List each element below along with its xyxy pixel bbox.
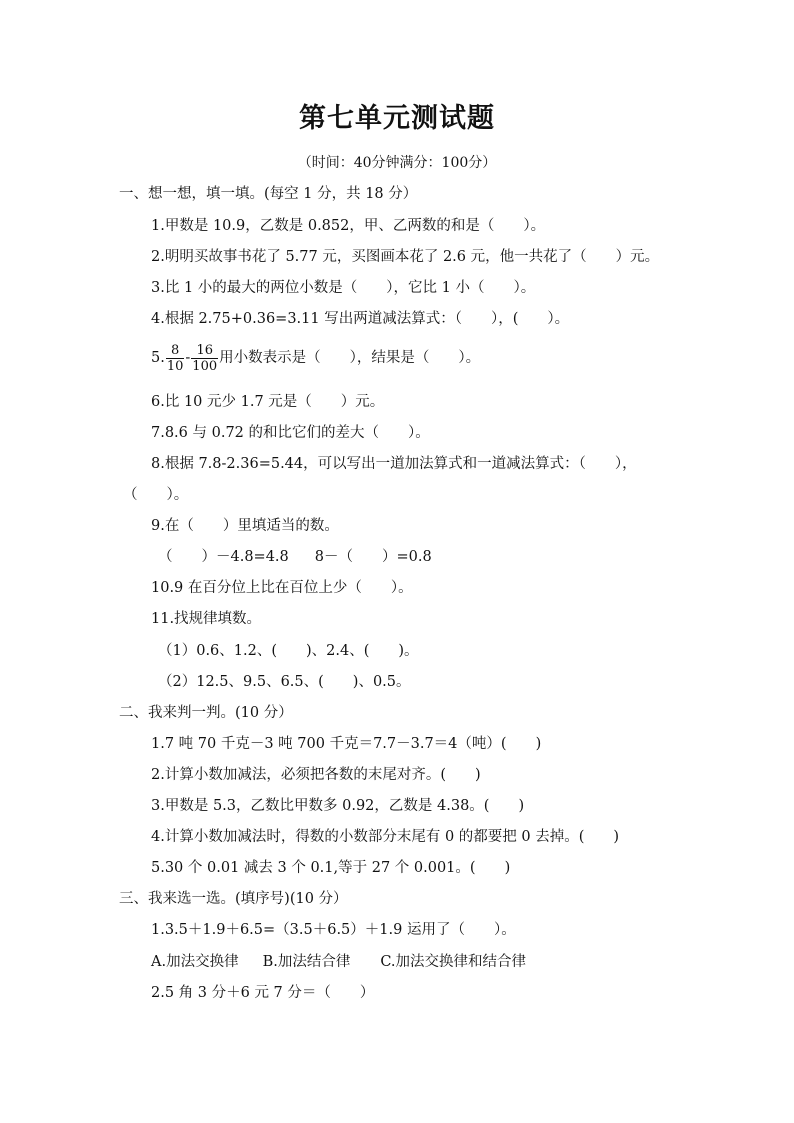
s1-question-9-items: [158, 547, 432, 567]
s3-question-1: 1.3.5＋1.9＋6.5=（3.5＋6.5）＋1.9 运用了（ ）。: [151, 922, 516, 938]
s1-question-9: 9.在（ ）里填适当的数。: [151, 518, 339, 534]
page-title: 第七单元测试题: [299, 103, 495, 134]
s2-question-1: 1.7 吨 70 千克－3 吨 700 千克＝7.7－3.7＝4（吨）( ): [151, 736, 542, 752]
q5-fraction-2: [191, 343, 218, 374]
s1-question-11-part2: （2）12.5、9.5、6.5、( )、0.5。: [158, 674, 411, 690]
s1-question-10: 10.9 在百分位上比在百位上少（ ）。: [151, 580, 413, 596]
option-b: B.加法结合律: [262, 954, 351, 970]
s1-question-8-line1: 8.根据 7.8-2.36=5.44，可以写出一道加法算式和一道减法算式：（ ），: [151, 456, 637, 472]
q5-prefix: 5.: [151, 350, 165, 366]
q5-minus: -: [185, 350, 191, 366]
option-c: C.加法交换律和结合律: [380, 954, 527, 970]
s1-question-11: 11.找规律填数。: [151, 611, 262, 627]
exam-time-info: （时间：40分钟满分：100分）: [297, 155, 497, 171]
q5-frac2-numerator: 16: [191, 343, 218, 359]
s1-question-7: 7.8.6 与 0.72 的和比它们的差大（ ）。: [151, 425, 430, 441]
q5-suffix: 用小数表示是（ ），结果是（ ）。: [219, 350, 481, 366]
q5-frac2-denominator: 100: [192, 358, 218, 374]
s1-question-2: 2.明明买故事书花了 5.77 元，买图画本花了 2.6 元，他一共花了（ ）元。: [151, 249, 660, 265]
s1-question-6: 6.比 10 元少 1.7 元是（ ）元。: [151, 394, 385, 410]
s1-question-4: 4.根据 2.75+0.36=3.11 写出两道减法算式：（ ），( ）。: [151, 311, 570, 327]
option-a: A.加法交换律: [151, 954, 239, 970]
s1-question-3: 3.比 1 小的最大的两位小数是（ ），它比 1 小（ ）。: [151, 280, 536, 296]
q5-frac1-denominator: 10: [166, 358, 184, 374]
s1-question-11-part1: （1）0.6、1.2、( )、2.4、( )。: [158, 643, 419, 659]
s1-question-1: 1.甲数是 10.9，乙数是 0.852，甲、乙两数的和是（ ）。: [151, 218, 546, 234]
s2-question-5: 5.30 个 0.01 减去 3 个 0.1,等于 27 个 0.001。( ): [151, 860, 511, 876]
s2-question-2: 2.计算小数加减法，必须把各数的末尾对齐。( ): [151, 767, 481, 783]
s3-question-1-options: [151, 952, 526, 972]
q9-item-b: 8－（ ）=0.8: [314, 549, 432, 565]
s2-question-3: 3.甲数是 5.3，乙数比甲数多 0.92，乙数是 4.38。( ): [151, 798, 525, 814]
q5-frac1-numerator: 8: [166, 343, 185, 359]
s2-question-4: 4.计算小数加减法时，得数的小数部分末尾有 0 的都要把 0 去掉。( ): [151, 829, 620, 845]
section2-heading: 二、我来判一判。(10 分）: [119, 705, 293, 721]
section3-heading: 三、我来选一选。(填序号)(10 分）: [119, 891, 348, 907]
q9-item-a: （ ）－4.8=4.8: [158, 549, 289, 565]
s3-question-2: 2.5 角 3 分＋6 元 7 分＝（ ）: [151, 985, 375, 1001]
q5-fraction-1: [166, 343, 185, 374]
s1-question-8-line2: （ ）。: [123, 487, 189, 503]
section1-heading: 一、想一想，填一填。(每空 1 分，共 18 分）: [119, 186, 418, 202]
s1-question-5: [151, 338, 480, 378]
